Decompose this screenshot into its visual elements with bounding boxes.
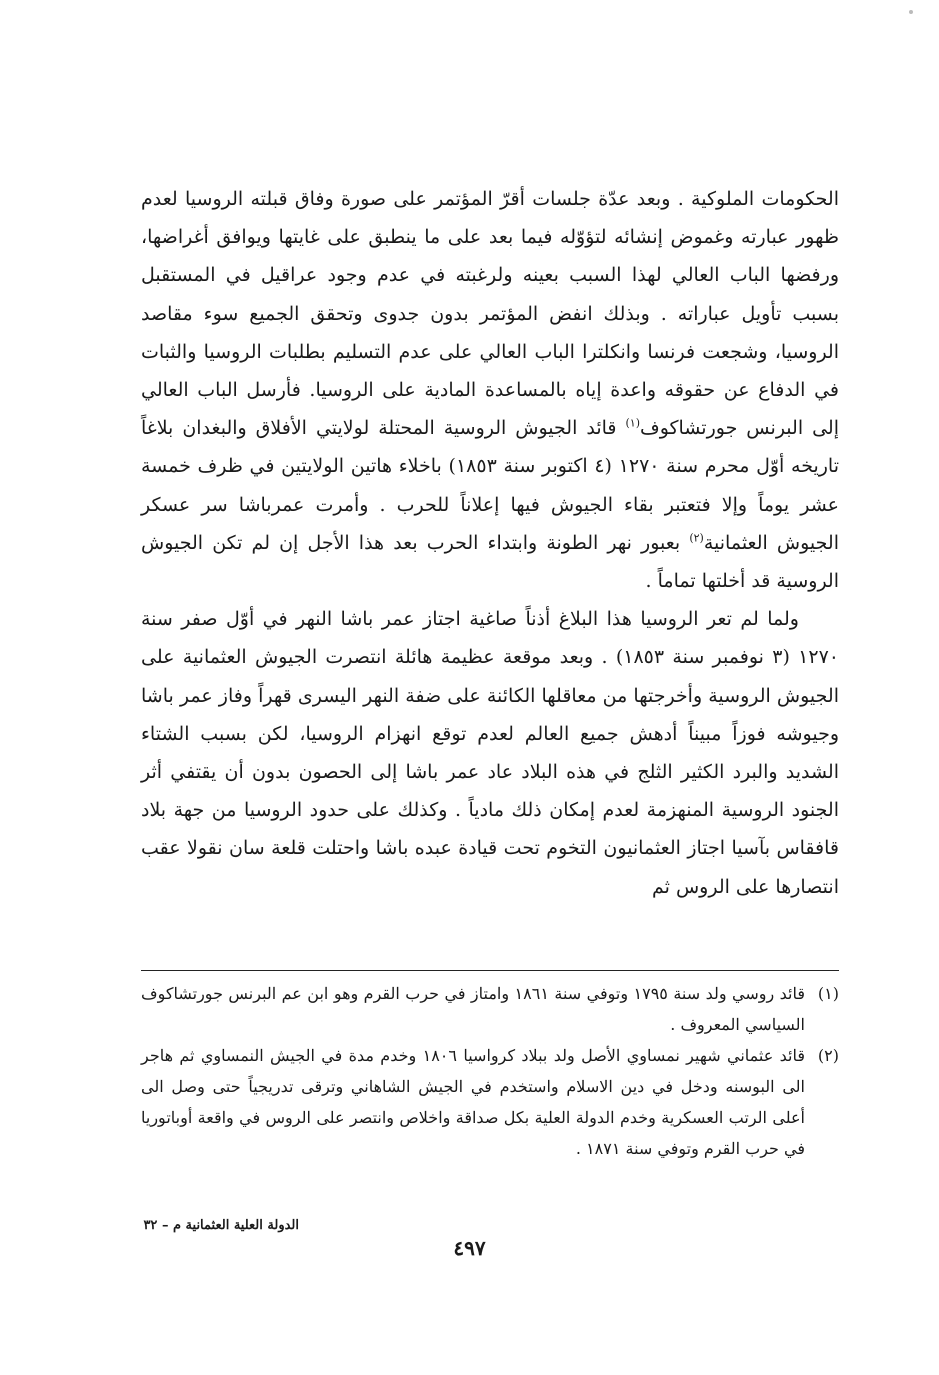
footnote-ref-2: (٢) (689, 531, 704, 545)
corner-speck (909, 10, 913, 14)
footnote-2-mark: (٢) (817, 1046, 839, 1065)
footnote-ref-1: (١) (625, 416, 640, 430)
printer-signature: الدولة العلية العثمانية م – ٣٢ (143, 1218, 299, 1233)
paragraph-1-text-b: قائد الجيوش الروسية المحتلة لولايتي الأفلاق والبغدان بلاغاً تاريخه أوّل محرم سنة ١٢٧٠ (٤ اكتوبر سنة ١٨٥٣) باخلاء هاتين الولايتين في ظرف خمسة عشر يوماً وإلا فتعتبر بقاء الجيوش فيها إعلاناً للحرب . وأمرت عمرباشا سر عسكر الجيوش العثمانية (141, 417, 840, 554)
footnote-2 (141, 1040, 839, 1164)
paragraph-2: ولما لم تعر الروسيا هذا البلاغ أذناً صاغية اجتاز عمر باشا النهر في أوّل صفر سنة ١٢٧٠ (٣ نوفمبر سنة ١٨٥٣) . وبعد موقعة عظيمة هائلة انتصرت الجيوش العثمانية على الجيوش الروسية وأخرجتها من معاقلها الكائنة على ضفة النهر اليسرى قهراً وفاز عمر باشا وجيوشه فوزاً مبيناً أدهش جميع العالم لعدم توقع انهزام الروسيا، لكن بسبب الشتاء الشديد والبرد الكثير الثلج في هذه البلاد عاد عمر باشا إلى الحصون بدون أن يقتفي أثر الجنود الروسية المنهزمة لعدم إمكان ذلك مادياً . وكذلك على حدود الروسيا من جهة بلاد قافقاس بآسيا اجتاز العثمانيون التخوم تحت قيادة عبده باشا واحتلت قلعة سان نقولا عقب انتصارها على الروس ثم (141, 608, 839, 898)
footnote-1-text: قائد روسي ولد سنة ١٧٩٥ وتوفي سنة ١٨٦١ وامتاز في حرب القرم وهو ابن عم البرنس جورتشاكوف السياسي المعروف . (141, 984, 806, 1034)
main-body-text (141, 180, 839, 906)
page-number: ٤٩٧ (453, 1236, 486, 1260)
footnote-separator-rule (141, 970, 839, 971)
paragraph-1-text-a: الحكومات الملوكية . وبعد عدّة جلسات أقرّ المؤتمر على صورة وفاق قبلته الروسيا لعدم ظهور عبارته وغموض إنشائه لتؤوّله فيما بعد على ما ينطبق على غايتها ويوافق أغراضها، ورفضها الباب العالي لهذا السبب بعينه ولرغبته في عدم وجود عراقيل في المستقبل بسبب تأويل عباراته . وبذلك انفض المؤتمر بدون جدوى وتحقق الجميع سوء مقاصد الروسيا، وشجعت فرنسا وانكلترا الباب العالي على عدم التسليم بطلبات الروسيا والثبات في الدفاع عن حقوقه واعدة إياه بالمساعدة المادية على الروسيا. فأرسل الباب العالي إلى البرنس جورتشاكوف (141, 188, 839, 440)
footnote-2-text: قائد عثماني شهير نمساوي الأصل ولد ببلاد كرواسيا ١٨٠٦ وخدم مدة في الجيش النمساوي ثم هاجر الى البوسنه ودخل في دين الاسلام واستخدم في الجيش الشاهاني وترقى تدريجياً حتى وصل الى أعلى الرتب العسكرية وخدم الدولة العلية بكل صداقة واخلاص وانتصر على الروس في واقعة أوباتوريا في حرب القرم وتوفي سنة ١٨٧١ . (141, 1046, 806, 1158)
paragraph-1 (141, 180, 839, 600)
footnote-1-mark: (١) (817, 984, 839, 1003)
paragraph-1-text-c: بعبور نهر الطونة وابتداء الحرب بعد هذا الأجل إن لم تكن الجيوش الروسية قد أخلتها تماماً . (141, 531, 839, 593)
footnotes (141, 978, 839, 1164)
footnote-1 (141, 978, 839, 1040)
